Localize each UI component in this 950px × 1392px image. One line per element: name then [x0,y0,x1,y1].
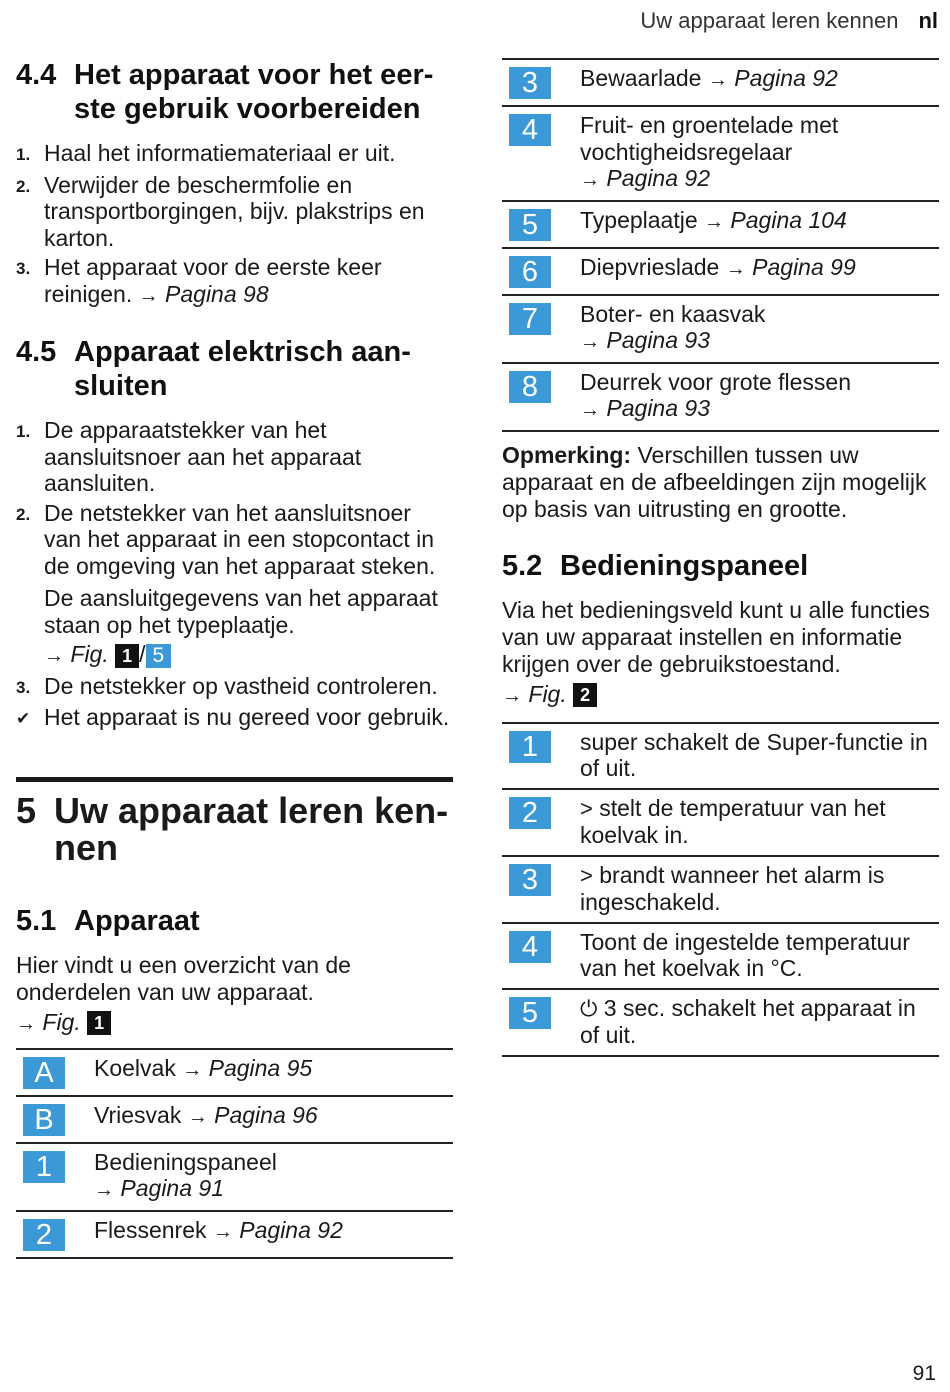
step-note: De aansluitgegevens van het apparaat staan op het typeplaatje. [44,585,438,638]
section-4-5-heading [16,335,453,403]
section-number: 5.1 [16,904,57,937]
control-key-badge: 4 [509,931,551,963]
arrow-right-icon: → [94,1179,114,1201]
chevron-right-icon: > [580,862,593,888]
chapter-number: 5 [16,789,37,831]
table-row: 3 Bewaarlade → Pagina 92 [502,59,939,106]
parts-table [16,1048,453,1259]
arrow-right-icon: → [138,284,159,307]
arrow-right-icon: → [212,1220,233,1243]
language-code: nl [918,8,938,33]
section-title-line2: ste gebruik voorbereiden [74,93,421,125]
table-row: A Koelvak → Pagina 95 [16,1049,453,1096]
arrow-right-icon: → [580,169,600,191]
control-key-badge: 5 [509,997,551,1029]
check-icon: ✔ [16,709,31,728]
note-label: Opmerking: [502,441,632,468]
section-4-4-heading [16,58,453,126]
page-reference[interactable]: Pagina 95 [208,1054,313,1081]
arrow-right-icon: → [725,257,746,280]
chapter-5-heading [16,777,453,866]
figure-reference: → Fig. 2 [502,681,939,710]
table-row: 7 Boter- en kaasvak → Pagina 93 [502,295,939,363]
table-row: 5 Typeplaatje → Pagina 104 [502,201,939,248]
table-row: 4 Toont de ingestelde temperatuur van het koelvak in °C. [502,923,939,989]
power-icon: ⏻ [580,995,598,1021]
control-key-badge: 3 [509,864,551,896]
page-reference[interactable]: Pagina 92 [734,65,838,91]
section-title: Bedieningspaneel [560,549,809,582]
step-item: 2. De netstekker van het aansluitsnoer van het apparaat in een stopcontact in de omgeving van het apparaat steken. [16,499,436,579]
step-item: 3. De netstekker op vastheid controleren. [16,672,438,699]
figure-badge: 2 [573,683,597,707]
part-key-badge: A [23,1057,65,1089]
result-item: ✔ Het apparaat is nu gereed voor gebruik. [16,704,453,733]
section-intro: Hier vindt u een overzicht van de onderdelen van uw apparaat. [16,951,351,1005]
page-reference[interactable]: Pagina 96 [214,1101,318,1128]
section-number: 4.4 [16,59,57,91]
part-key-badge: 8 [509,371,551,403]
section-title: Apparaat [74,904,200,937]
controls-table [502,722,939,1057]
control-key-badge: 2 [509,797,551,829]
part-key-badge: 1 [23,1151,65,1183]
arrow-right-icon: → [707,69,728,91]
figure-reference: → Fig. 1 / 5 [44,641,453,670]
arrow-right-icon: → [580,399,600,421]
arrow-right-icon: → [182,1058,203,1081]
table-row: 6 Diepvrieslade → Pagina 99 [502,248,939,295]
left-column [16,58,453,1259]
page-reference[interactable]: Pagina 92 [606,165,710,191]
figure-badge: 1 [87,1011,111,1035]
table-row: 1 Bedieningspaneel → Pagina 91 [16,1143,453,1211]
page-reference[interactable]: Pagina 92 [239,1216,343,1243]
page-reference[interactable]: Pagina 93 [606,395,710,421]
section-title-line1: Apparaat elektrisch aan- [74,336,411,368]
part-key-badge: 5 [509,209,551,241]
section-5-2-heading [502,549,939,583]
page-reference[interactable]: Pagina 98 [165,280,269,307]
section-intro: Via het bedieningsveld kunt u alle functies van uw apparaat instellen en informatie krijgen over de gebruikstoestand. [502,596,930,677]
table-row: 2 > stelt de temperatuur van het koelvak in. [502,789,939,856]
section-title-line1: Het apparaat voor het eer- [74,59,434,91]
arrow-right-icon: → [502,684,522,707]
table-row: 3 > brandt wanneer het alarm is ingeschakeld. [502,856,939,923]
table-row: B Vriesvak → Pagina 96 [16,1096,453,1143]
part-key-badge: 3 [509,67,551,99]
section-4-4-steps [16,140,453,309]
part-key-badge: 6 [509,256,551,288]
arrow-right-icon: → [580,331,600,353]
section-4-5-steps [16,417,453,579]
section-5-1-heading [16,904,453,938]
step-item: 1. Haal het informatiemateriaal er uit. [16,140,396,166]
section-number: 4.5 [16,336,57,368]
section-number: 5.2 [502,549,543,582]
page-number: 91 [912,1362,936,1385]
part-badge: 5 [146,644,172,668]
arrow-right-icon: → [187,1105,208,1128]
chevron-right-icon: > [580,795,593,821]
note-text: Verschillen tussen uw apparaat en de afbeeldingen zijn mogelijk op basis van uitrusting en grootte. [502,441,927,522]
control-key-badge: 1 [509,731,551,763]
part-key-badge: B [23,1104,65,1136]
part-key-badge: 4 [509,114,551,146]
part-key-badge: 7 [509,303,551,335]
page-reference[interactable]: Pagina 93 [606,327,710,353]
page-header [640,8,938,34]
page-reference[interactable]: Pagina 91 [120,1175,224,1201]
chapter-title-line2: nen [54,826,119,868]
note-paragraph [502,442,939,523]
parts-table-continued [502,58,939,432]
part-key-badge: 2 [23,1219,65,1251]
step-item: 3. Het apparaat voor de eerste keer reinigen. → Pagina 98 [16,254,382,307]
arrow-right-icon: → [16,1012,36,1035]
table-row: 8 Deurrek voor grote flessen → Pagina 93 [502,363,939,431]
figure-badge: 1 [115,644,139,668]
step-item: 2. Verwijder de beschermfolie en transportborgingen, bijv. plakstrips en karton. [16,171,425,251]
chapter-title-line1: Uw apparaat leren ken- [54,789,449,831]
table-row: 4 Fruit- en groentelade met vochtigheidsregelaar → Pagina 92 [502,106,939,201]
table-row: 5 ⏻ 3 sec. schakelt het apparaat in of uit. [502,989,939,1056]
figure-reference: → Fig. 1 [16,1009,453,1038]
table-row: 1 super schakelt de Super-functie in of uit. [502,723,939,789]
section-title-line2: sluiten [74,370,168,402]
chapter-title: Uw apparaat leren kennen [640,8,899,33]
section-4-5-steps-cont [16,673,453,733]
page-reference[interactable]: Pagina 99 [752,253,856,280]
step-item: 1. De apparaatstekker van het aansluitsnoer aan het apparaat aansluiten. [16,417,362,496]
page-reference[interactable]: Pagina 104 [730,206,847,233]
table-row: 2 Flessenrek → Pagina 92 [16,1211,453,1258]
arrow-right-icon: → [44,645,64,667]
right-column [502,58,939,1057]
arrow-right-icon: → [704,210,725,233]
